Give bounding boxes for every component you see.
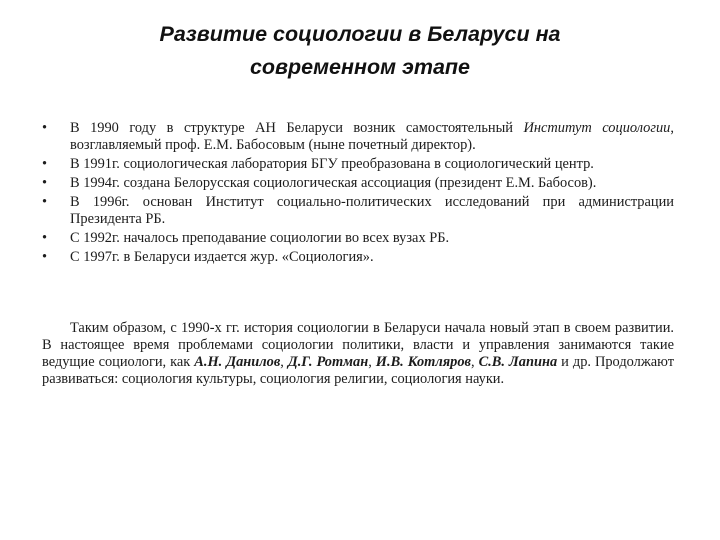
sociologist-name: Д.Г. Ротман	[287, 354, 369, 370]
bullet-text	[70, 120, 674, 154]
bullet-item	[42, 175, 674, 192]
name-separator: ,	[280, 354, 288, 370]
bullet-text-part: В 1990 году в структуре АН Беларуси возник самостоятельный	[70, 120, 524, 136]
bullet-dot-icon: •	[42, 120, 48, 136]
name-separator: ,	[470, 354, 479, 370]
bullet-dot-icon: •	[42, 175, 48, 191]
bullet-list	[42, 120, 674, 268]
sociologist-name: А.Н. Данилов	[194, 354, 281, 370]
bullet-text: В 1991г. социологическая лаборатория БГУ преобразована в социологический центр.	[70, 156, 594, 172]
bullet-text: С 1997г. в Беларуси издается жур. «Социология».	[70, 249, 374, 265]
bullet-text: В 1994г. создана Белорусская социологическая ассоциация (президент Е.М. Бабосов).	[70, 175, 597, 191]
summary-outro: и др. Продолжают развиваться: социология культуры, социология религии, социология науки.	[42, 354, 675, 387]
bullet-item	[42, 156, 674, 173]
bullet-dot-icon: •	[42, 194, 48, 210]
bullet-item	[42, 249, 674, 266]
bullet-text-part: , возглавляемый проф. Е.М. Бабосовым (ныне почетный директор).	[70, 120, 674, 153]
slide-title-line-1: Развитие социологии в Беларуси на	[159, 22, 561, 46]
summary-intro: Таким образом, с 1990-х гг. история социологии в Беларуси начала новый этап в своем развитии. В настоящее время проблемами социологии политики, власти и управления занимаются такие ведущие социологи, как	[42, 320, 674, 370]
bullet-item	[42, 120, 674, 154]
slide-title	[0, 18, 720, 84]
bullet-text: В 1996г. основан Институт социально-политических исследований при администрации Президента РБ.	[70, 194, 674, 227]
bullet-item	[42, 230, 674, 247]
institute-emphasis: Институт социологии	[523, 120, 671, 136]
bullet-dot-icon: •	[42, 156, 48, 172]
sociologist-name: И.В. Котляров	[375, 354, 471, 370]
bullet-dot-icon: •	[42, 249, 48, 265]
sociologist-name: С.В. Лапина	[478, 354, 558, 370]
summary-paragraph	[42, 320, 674, 388]
bullet-dot-icon: •	[42, 230, 48, 246]
name-separator: ,	[368, 354, 376, 370]
slide-title-line-2: современном этапе	[249, 55, 471, 79]
bullet-item	[42, 194, 674, 228]
bullet-text: С 1992г. началось преподавание социологии во всех вузах РБ.	[70, 230, 450, 246]
